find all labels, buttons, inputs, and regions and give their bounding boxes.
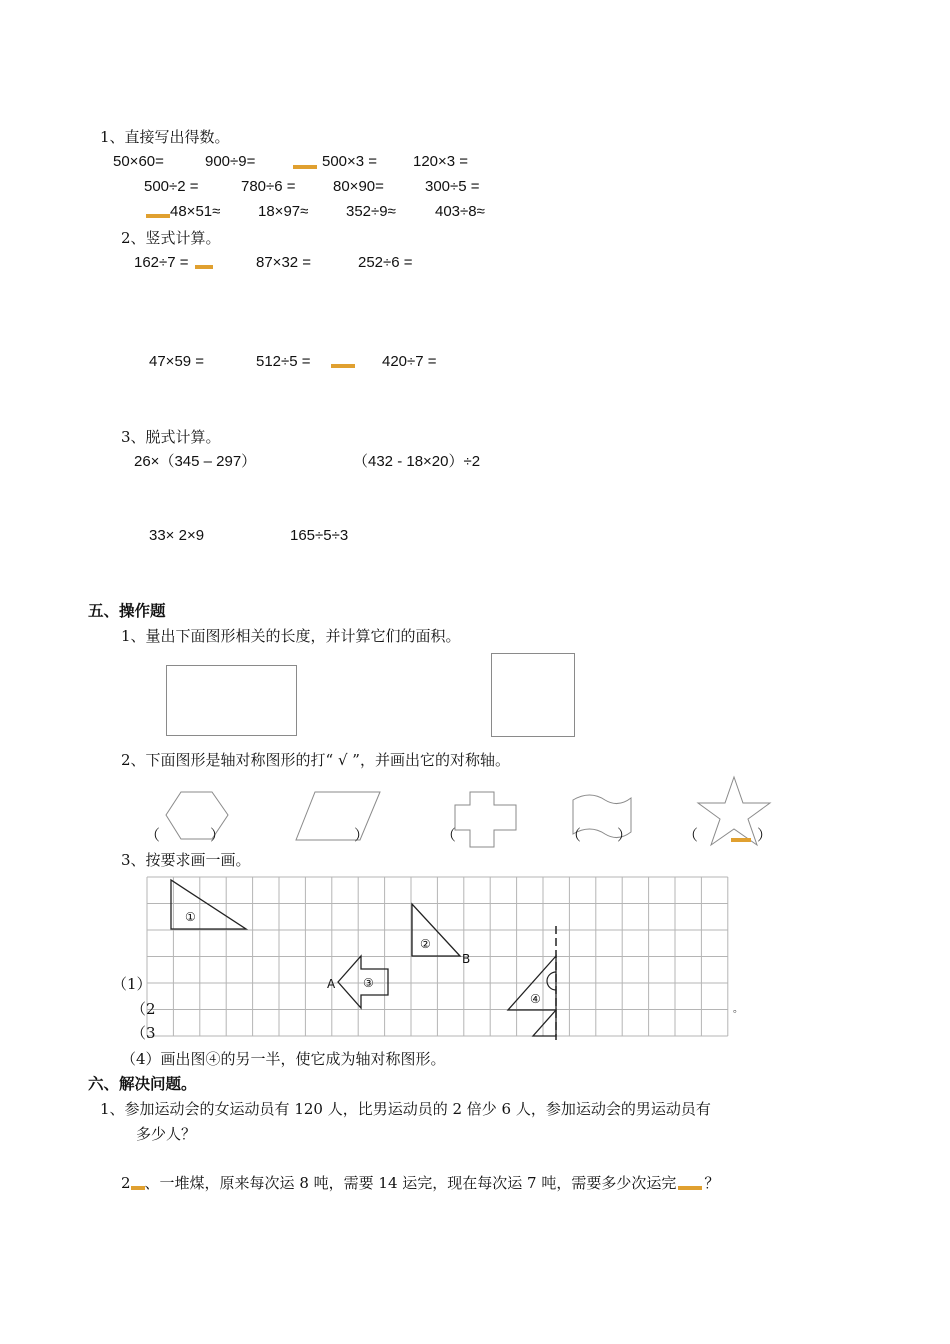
expr: （432 - 18×20）÷2 xyxy=(353,453,481,470)
paren: ） xyxy=(757,826,773,844)
expr: 18×97≈ xyxy=(258,203,309,220)
label-2: ② xyxy=(420,937,431,951)
section6-heading: 六、解决问题。 xyxy=(88,1074,197,1093)
expr: 87×32 = xyxy=(256,254,312,271)
expr: 780÷6 = xyxy=(241,178,296,195)
figure-4-arc xyxy=(547,972,556,990)
s5-q1: 1、量出下面图形相关的长度，并计算它们的面积。 xyxy=(121,627,461,645)
paren: （ xyxy=(683,826,699,844)
expr: 47×59 = xyxy=(149,353,205,370)
s6-q1-line2: 多少人？ xyxy=(136,1125,197,1143)
expr: 50×60= xyxy=(113,153,164,170)
q2-end: ？ xyxy=(704,1174,720,1192)
blank-mark xyxy=(678,1186,702,1190)
paren: （ xyxy=(441,826,457,844)
sub-2: （2 xyxy=(131,1000,156,1018)
s6-q2 xyxy=(121,1174,719,1192)
expr: 500÷2 = xyxy=(144,178,199,195)
expr: 500×3 = xyxy=(322,153,378,170)
paren: ） xyxy=(210,826,226,844)
q3-title: 3、脱式计算。 xyxy=(121,428,221,446)
expr: 48×51≈ xyxy=(170,203,221,220)
q1-title: 1、直接写出得数。 xyxy=(100,128,230,146)
expr: 403÷8≈ xyxy=(435,203,485,220)
q2-body: 、一堆煤，原来每次运 8 吨，需要 14 运完，现在每次运 7 吨，需要多少次运完 xyxy=(144,1174,677,1192)
point-b-label: B xyxy=(462,952,471,966)
label-3: ③ xyxy=(363,976,374,990)
figure-4-base xyxy=(533,1010,556,1036)
expr: 512÷5 = xyxy=(256,353,311,370)
expr: 26×（345 – 297） xyxy=(134,453,257,470)
q2-number: 2 xyxy=(121,1174,131,1192)
section5-heading: 五、操作题 xyxy=(88,601,166,620)
s5-q3: 3、按要求画一画。 xyxy=(121,851,251,869)
triangle-1 xyxy=(171,880,246,929)
paren: ） xyxy=(354,826,370,844)
expr: 120×3 = xyxy=(413,153,469,170)
blank-mark xyxy=(131,1186,145,1190)
expr: 162÷7 = xyxy=(134,254,189,271)
sub-3: （3 xyxy=(131,1024,156,1042)
label-1: ① xyxy=(185,910,196,924)
paren: （ xyxy=(566,826,582,844)
s5-q2: 2、下面图形是轴对称图形的打“ √ ”，并画出它的对称轴。 xyxy=(121,751,510,769)
sub-4: （4）画出图④的另一半，使它成为轴对称图形。 xyxy=(121,1050,446,1068)
expr: 300÷5 = xyxy=(425,178,480,195)
expr: 165÷5÷3 xyxy=(290,527,349,544)
paren: （ xyxy=(145,826,161,844)
tail-mark: 。 xyxy=(733,1004,743,1015)
sub-1: （1） xyxy=(112,975,152,993)
q2-title: 2、竖式计算。 xyxy=(121,229,221,247)
label-4: ④ xyxy=(530,992,541,1006)
expr: 900÷9= xyxy=(205,153,256,170)
s6-q1-line1: 1、参加运动会的女运动员有 120 人，比男运动员的 2 倍少 6 人，参加运动会的男运动员有 xyxy=(100,1100,711,1118)
expr: 352÷9≈ xyxy=(346,203,396,220)
paren: ） xyxy=(617,826,633,844)
expr: 80×90= xyxy=(333,178,384,195)
point-a-label: A xyxy=(327,977,336,991)
expr: 33× 2×9 xyxy=(149,527,205,544)
expr: 252÷6 = xyxy=(358,254,413,271)
expr: 420÷7 = xyxy=(382,353,437,370)
